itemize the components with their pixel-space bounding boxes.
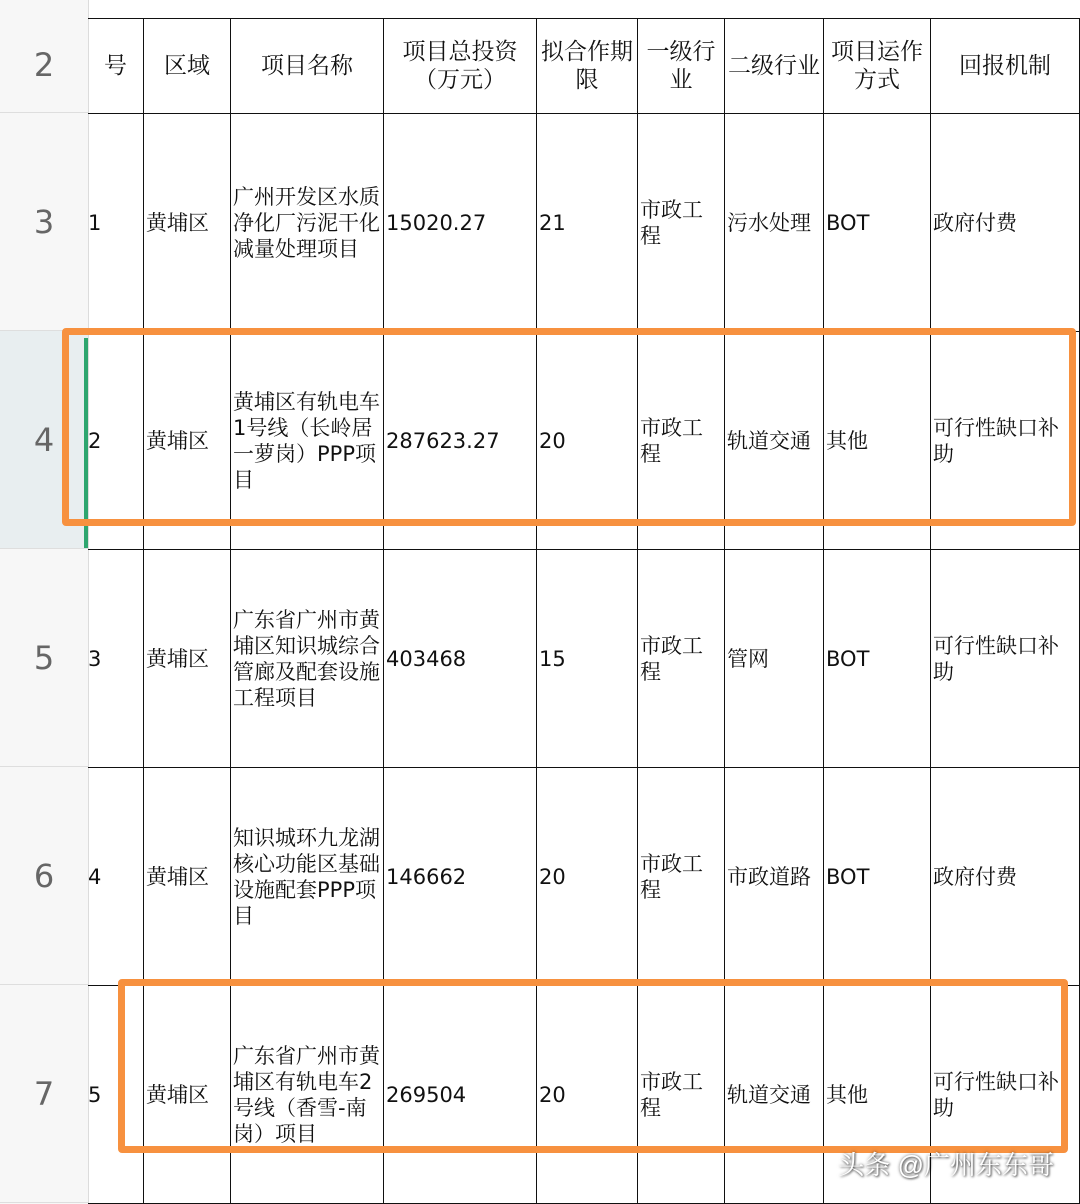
watermark-text: 头条 @广州东东哥	[838, 1150, 1054, 1180]
cell-term[interactable]: 15	[537, 550, 638, 768]
cell-level1[interactable]: 市政工程	[638, 550, 725, 768]
cell-region[interactable]: 黄埔区	[144, 986, 231, 1204]
header-level2[interactable]: 二级行业	[725, 19, 824, 114]
header-region[interactable]: 区域	[144, 19, 231, 114]
cell-term[interactable]: 20	[537, 768, 638, 986]
cell-name[interactable]: 广州开发区水质净化厂污泥干化减量处理项目	[231, 114, 384, 332]
cell-level1[interactable]: 市政工程	[638, 332, 725, 550]
cell-level1[interactable]: 市政工程	[638, 986, 725, 1204]
cell-seq[interactable]: 3	[88, 550, 144, 768]
cell-level2[interactable]: 污水处理	[725, 114, 824, 332]
row-header-column	[0, 0, 89, 1204]
cell-return[interactable]: 政府付费	[931, 768, 1080, 986]
table-row	[88, 114, 1080, 332]
table-row	[88, 332, 1080, 550]
row-header-6[interactable]: 6	[0, 767, 88, 985]
cell-term[interactable]: 20	[537, 332, 638, 550]
cell-level2[interactable]: 轨道交通	[725, 332, 824, 550]
row-header-7[interactable]: 7	[0, 985, 88, 1203]
cell-invest[interactable]: 287623.27	[384, 332, 537, 550]
row-header-3[interactable]: 3	[0, 113, 88, 331]
row-header-2[interactable]: 2	[0, 18, 88, 113]
header-mode[interactable]: 项目运作方式	[824, 19, 931, 114]
cell-mode[interactable]: 其他	[824, 332, 931, 550]
cell-invest[interactable]: 146662	[384, 768, 537, 986]
cell-invest[interactable]: 269504	[384, 986, 537, 1204]
cell-term[interactable]: 20	[537, 986, 638, 1204]
cell-region[interactable]: 黄埔区	[144, 768, 231, 986]
cell-level2[interactable]: 轨道交通	[725, 986, 824, 1204]
header-invest[interactable]: 项目总投资（万元）	[384, 19, 537, 114]
table-header-row	[88, 19, 1080, 114]
cell-seq[interactable]: 4	[88, 768, 144, 986]
cell-mode[interactable]: BOT	[824, 550, 931, 768]
cell-region[interactable]: 黄埔区	[144, 550, 231, 768]
cell-name[interactable]: 知识城环九龙湖核心功能区基础设施配套PPP项目	[231, 768, 384, 986]
cell-return[interactable]: 政府付费	[931, 114, 1080, 332]
cell-seq[interactable]: 2	[88, 332, 144, 550]
table-row	[88, 768, 1080, 986]
cell-seq[interactable]: 5	[88, 986, 144, 1204]
cell-invest[interactable]: 403468	[384, 550, 537, 768]
header-level1[interactable]: 一级行业	[638, 19, 725, 114]
cell-term[interactable]: 21	[537, 114, 638, 332]
cell-name[interactable]: 广东省广州市黄埔区有轨电车2号线（香雪-南岗）项目	[231, 986, 384, 1204]
cell-region[interactable]: 黄埔区	[144, 332, 231, 550]
cell-return[interactable]: 可行性缺口补助	[931, 332, 1080, 550]
data-table	[88, 18, 1080, 1146]
header-return[interactable]: 回报机制	[931, 19, 1080, 114]
header-name[interactable]: 项目名称	[231, 19, 384, 114]
cell-name[interactable]: 广东省广州市黄埔区知识城综合管廊及配套设施工程项目	[231, 550, 384, 768]
table-row	[88, 550, 1080, 768]
header-seq[interactable]: 号	[88, 19, 144, 114]
cell-level2[interactable]: 管网	[725, 550, 824, 768]
cell-region[interactable]: 黄埔区	[144, 114, 231, 332]
cell-level1[interactable]: 市政工程	[638, 768, 725, 986]
cell-level2[interactable]: 市政道路	[725, 768, 824, 986]
cell-mode[interactable]: BOT	[824, 768, 931, 986]
cell-mode[interactable]: BOT	[824, 114, 931, 332]
cell-seq[interactable]: 1	[88, 114, 144, 332]
row-header-5[interactable]: 5	[0, 549, 88, 767]
cell-invest[interactable]: 15020.27	[384, 114, 537, 332]
cell-level1[interactable]: 市政工程	[638, 114, 725, 332]
cell-mode[interactable]: 其他	[824, 986, 931, 1204]
cell-return[interactable]: 可行性缺口补助	[931, 550, 1080, 768]
row-header-4[interactable]: 4	[0, 331, 88, 549]
cell-name[interactable]: 黄埔区有轨电车1号线（长岭居一萝岗）PPP项目	[231, 332, 384, 550]
header-term[interactable]: 拟合作期限	[537, 19, 638, 114]
cell-return[interactable]: 可行性缺口补助	[931, 986, 1080, 1204]
